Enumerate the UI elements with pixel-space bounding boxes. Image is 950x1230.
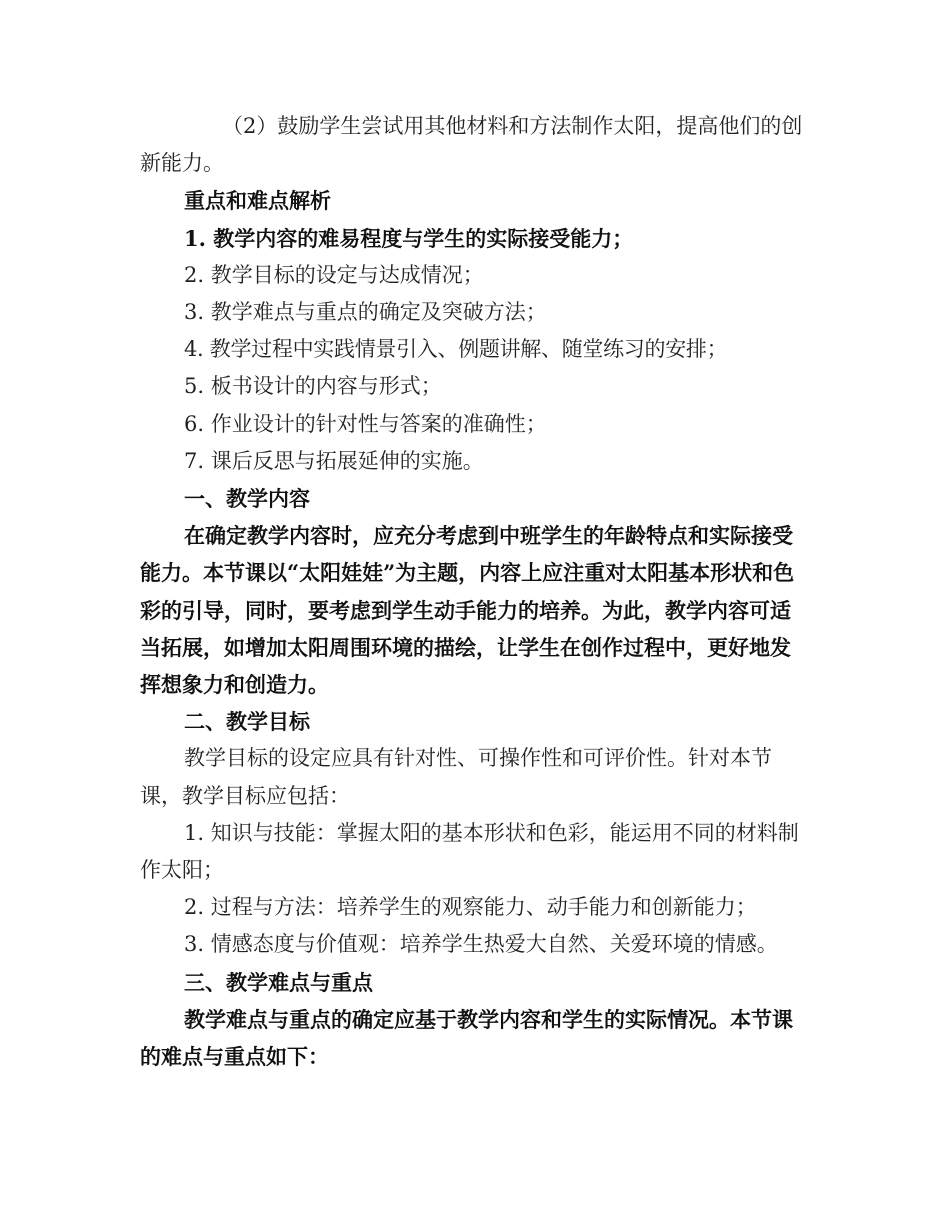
analysis-item-3: 3. 教学难点与重点的确定及突破方法； [184, 300, 547, 325]
analysis-item-4: 4. 教学过程中实践情景引入、例题讲解、随堂练习的安排； [184, 337, 728, 362]
section-heading-objectives: 二、教学目标 [184, 709, 310, 735]
difficulties-paragraph: 教学难点与重点的确定应基于教学内容和学生的实际情况。本节课的难点与重点如下： [140, 1006, 793, 1070]
section-heading-difficulties: 三、教学难点与重点 [184, 969, 373, 995]
objective-paragraph-2: （2）鼓励学生尝试用其他材料和方法制作太阳，提高他们的创新能力。 [140, 114, 803, 176]
analysis-item-1: 1. 教学内容的难易程度与学生的实际接受能力； [184, 225, 634, 251]
analysis-item-5: 5. 板书设计的内容与形式； [184, 374, 442, 399]
analysis-item-6: 6. 作业设计的针对性与答案的准确性； [184, 411, 547, 436]
analysis-heading: 重点和难点解析 [184, 188, 331, 214]
objectives-intro-paragraph: 教学目标的设定应具有针对性、可操作性和可评价性。针对本节课，教学目标应包括： [140, 746, 772, 808]
analysis-item-7: 7. 课后反思与拓展延伸的实施。 [184, 448, 484, 473]
content-paragraph: 在确定教学内容时，应充分考虑到中班学生的年龄特点和实际接受能力。本节课以“太阳娃娃”为主题，内容上应注重对太阳基本形状和色彩的引导，同时，要考虑到学生动手能力的培养。为此，教学内容可适当拓展，如增加太阳周围环境的描绘，让学生在创作过程中，更好地发挥想象力和创造力。 [140, 523, 795, 698]
objective-item-2: 2. 过程与方法：培养学生的观察能力、动手能力和创新能力； [184, 895, 757, 920]
objective-item-1: 1. 知识与技能：掌握太阳的基本形状和色彩，能运用不同的材料制作太阳； [140, 820, 799, 883]
section-heading-content: 一、教学内容 [184, 486, 310, 512]
objective-item-3: 3. 情感态度与价值观：培养学生热爱大自然、关爱环境的情感。 [184, 932, 778, 957]
document-page [140, 108, 806, 1075]
analysis-item-2: 2. 教学目标的设定与达成情况； [184, 262, 484, 287]
